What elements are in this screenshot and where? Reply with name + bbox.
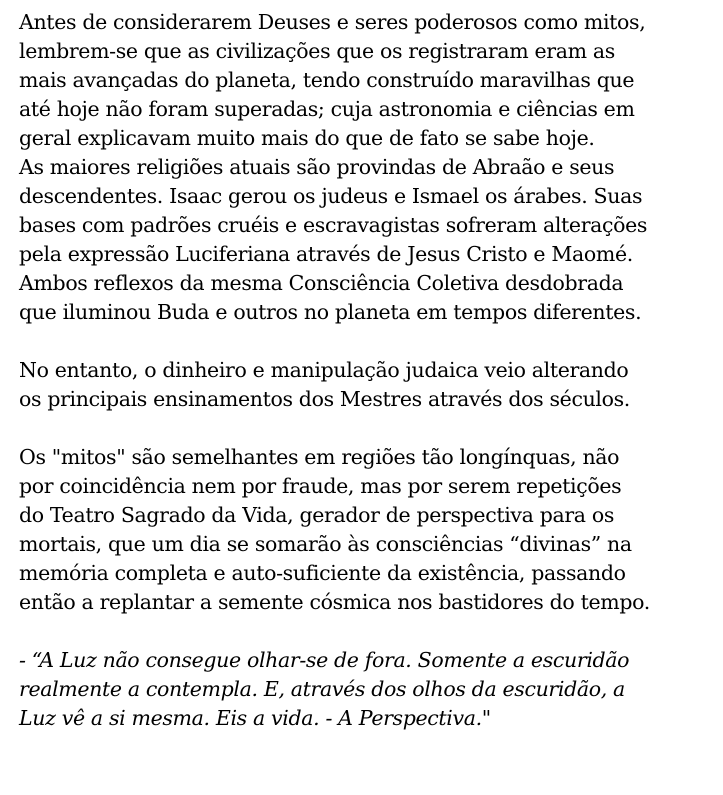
text-line: geral explicavam muito mais do que de fato se sabe hoje. — [19, 126, 595, 150]
quote-line: - “A Luz não consegue olhar-se de fora. Somente a escuridão — [19, 648, 630, 672]
text-line: As maiores religiões atuais são provindas de Abraão e seus — [19, 155, 615, 179]
text-line: do Teatro Sagrado da Vida, gerador de perspectiva para os — [19, 503, 614, 527]
text-line: Ambos reflexos da mesma Consciência Coletiva desdobrada — [19, 271, 624, 295]
text-line: Os "mitos" são semelhantes em regiões tão longínquas, não — [19, 445, 620, 469]
text-line: até hoje não foram superadas; cuja astronomia e ciências em — [19, 97, 635, 121]
paragraph-spacer — [19, 327, 719, 356]
text-line: Antes de considerarem Deuses e seres poderosos como mitos, — [19, 10, 646, 34]
paragraph-intro — [19, 8, 719, 327]
paragraph-spacer — [19, 414, 719, 443]
text-line: bases com padrões cruéis e escravagistas sofreram alterações — [19, 213, 648, 237]
text-line: os principais ensinamentos dos Mestres através dos séculos. — [19, 387, 630, 411]
quote-line: Luz vê a si mesma. Eis a vida. - A Perspectiva." — [19, 706, 491, 730]
paragraph-myths — [19, 443, 719, 617]
text-line: pela expressão Luciferiana através de Jesus Cristo e Maomé. — [19, 242, 633, 266]
paragraph-manipulation — [19, 356, 719, 414]
text-line: lembrem-se que as civilizações que os registraram eram as — [19, 39, 615, 63]
text-line: mortais, que um dia se somarão às consciências “divinas” na — [19, 532, 632, 556]
document-body — [19, 8, 719, 733]
text-line: por coincidência nem por fraude, mas por serem repetições — [19, 474, 622, 498]
text-line: que iluminou Buda e outros no planeta em tempos diferentes. — [19, 300, 642, 324]
text-line: mais avançadas do planeta, tendo construído maravilhas que — [19, 68, 635, 92]
quote-line: realmente a contempla. E, através dos olhos da escuridão, a — [19, 677, 625, 701]
text-line: No entanto, o dinheiro e manipulação judaica veio alterando — [19, 358, 629, 382]
text-line: memória completa e auto-suficiente da existência, passando — [19, 561, 626, 585]
text-line: descendentes. Isaac gerou os judeus e Ismael os árabes. Suas — [19, 184, 643, 208]
closing-quote — [19, 646, 719, 733]
paragraph-spacer — [19, 617, 719, 646]
text-line: então a replantar a semente cósmica nos bastidores do tempo. — [19, 590, 650, 614]
